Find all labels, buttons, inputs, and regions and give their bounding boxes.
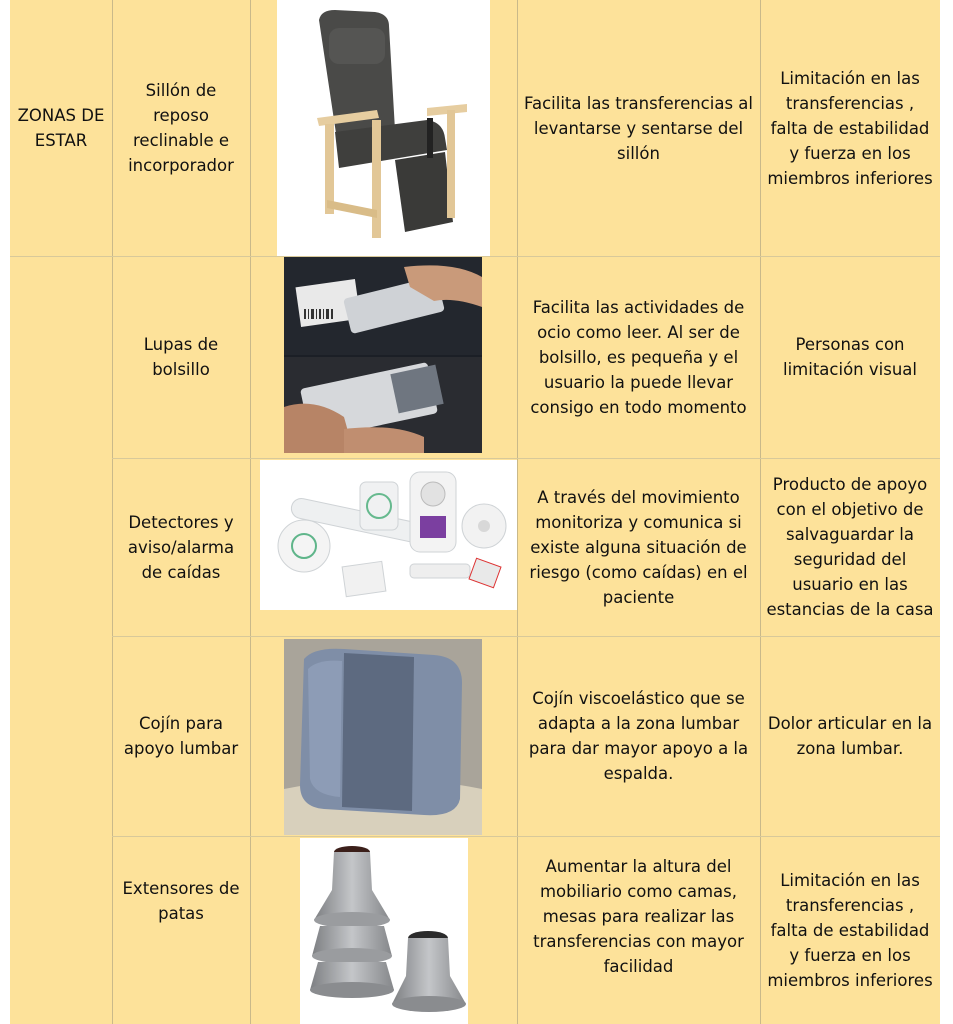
grid-line xyxy=(250,0,251,1024)
description-text: Facilita las transferencias al levantarse y sentarse del sillón xyxy=(524,93,753,163)
fall-detectors-image xyxy=(260,460,517,610)
row-3-indication xyxy=(760,458,940,636)
description-text: Cojín viscoelástico que se adapta a la zona lumbar para dar mayor apoyo a la espalda. xyxy=(528,689,749,783)
indication-text: Limitación en las transferencias , falta de estabilidad y fuerza en los miembros inferiores xyxy=(767,870,933,990)
row-1-product xyxy=(112,0,250,256)
row-1-indication xyxy=(760,0,940,256)
zone-label xyxy=(10,0,112,256)
product-name: Sillón de reposo reclinable e incorporador xyxy=(128,81,234,175)
indication-text: Personas con limitación visual xyxy=(783,335,917,379)
product-name: Detectores y aviso/alarma de caídas xyxy=(127,512,235,582)
pocket-magnifier-image xyxy=(284,257,482,453)
row-2-description xyxy=(517,256,760,458)
description-text: Facilita las actividades de ocio como leer. Al ser de bolsillo, es pequeña y el usuario la puede llevar consigo en todo momento xyxy=(530,297,747,417)
row-5-description xyxy=(517,836,760,996)
product-name: Extensores de patas xyxy=(122,879,240,923)
zone-label-text: ZONAS DE ESTAR xyxy=(17,106,105,150)
leg-extenders-image xyxy=(300,838,468,1024)
reclining-chair-image xyxy=(277,0,490,256)
assistive-products-table xyxy=(10,0,940,1024)
description-text: Aumentar la altura del mobiliario como camas, mesas para realizar las transferencias con mayor facilidad xyxy=(533,856,744,976)
row-4-product xyxy=(112,636,250,836)
row-4-indication xyxy=(760,636,940,836)
indication-text: Dolor articular en la zona lumbar. xyxy=(767,714,933,758)
row-4-description xyxy=(517,636,760,836)
row-1-description xyxy=(517,0,760,256)
row-2-product xyxy=(112,256,250,458)
row-3-product xyxy=(112,458,250,636)
row-3-description xyxy=(517,458,760,636)
product-name: Lupas de bolsillo xyxy=(143,335,219,379)
product-name: Cojín para apoyo lumbar xyxy=(123,714,239,758)
row-5-indication xyxy=(760,836,940,1024)
lumbar-cushion-image xyxy=(284,639,482,835)
row-5-product xyxy=(112,836,250,966)
indication-text: Producto de apoyo con el objetivo de salvaguardar la seguridad del usuario en las estancias de la casa xyxy=(766,475,934,619)
indication-text: Limitación en las transferencias , falta de estabilidad y fuerza en los miembros inferiores xyxy=(767,68,933,188)
row-2-indication xyxy=(760,256,940,458)
description-text: A través del movimiento monitoriza y comunica si existe alguna situación de riesgo (como caídas) en el paciente xyxy=(529,487,748,607)
